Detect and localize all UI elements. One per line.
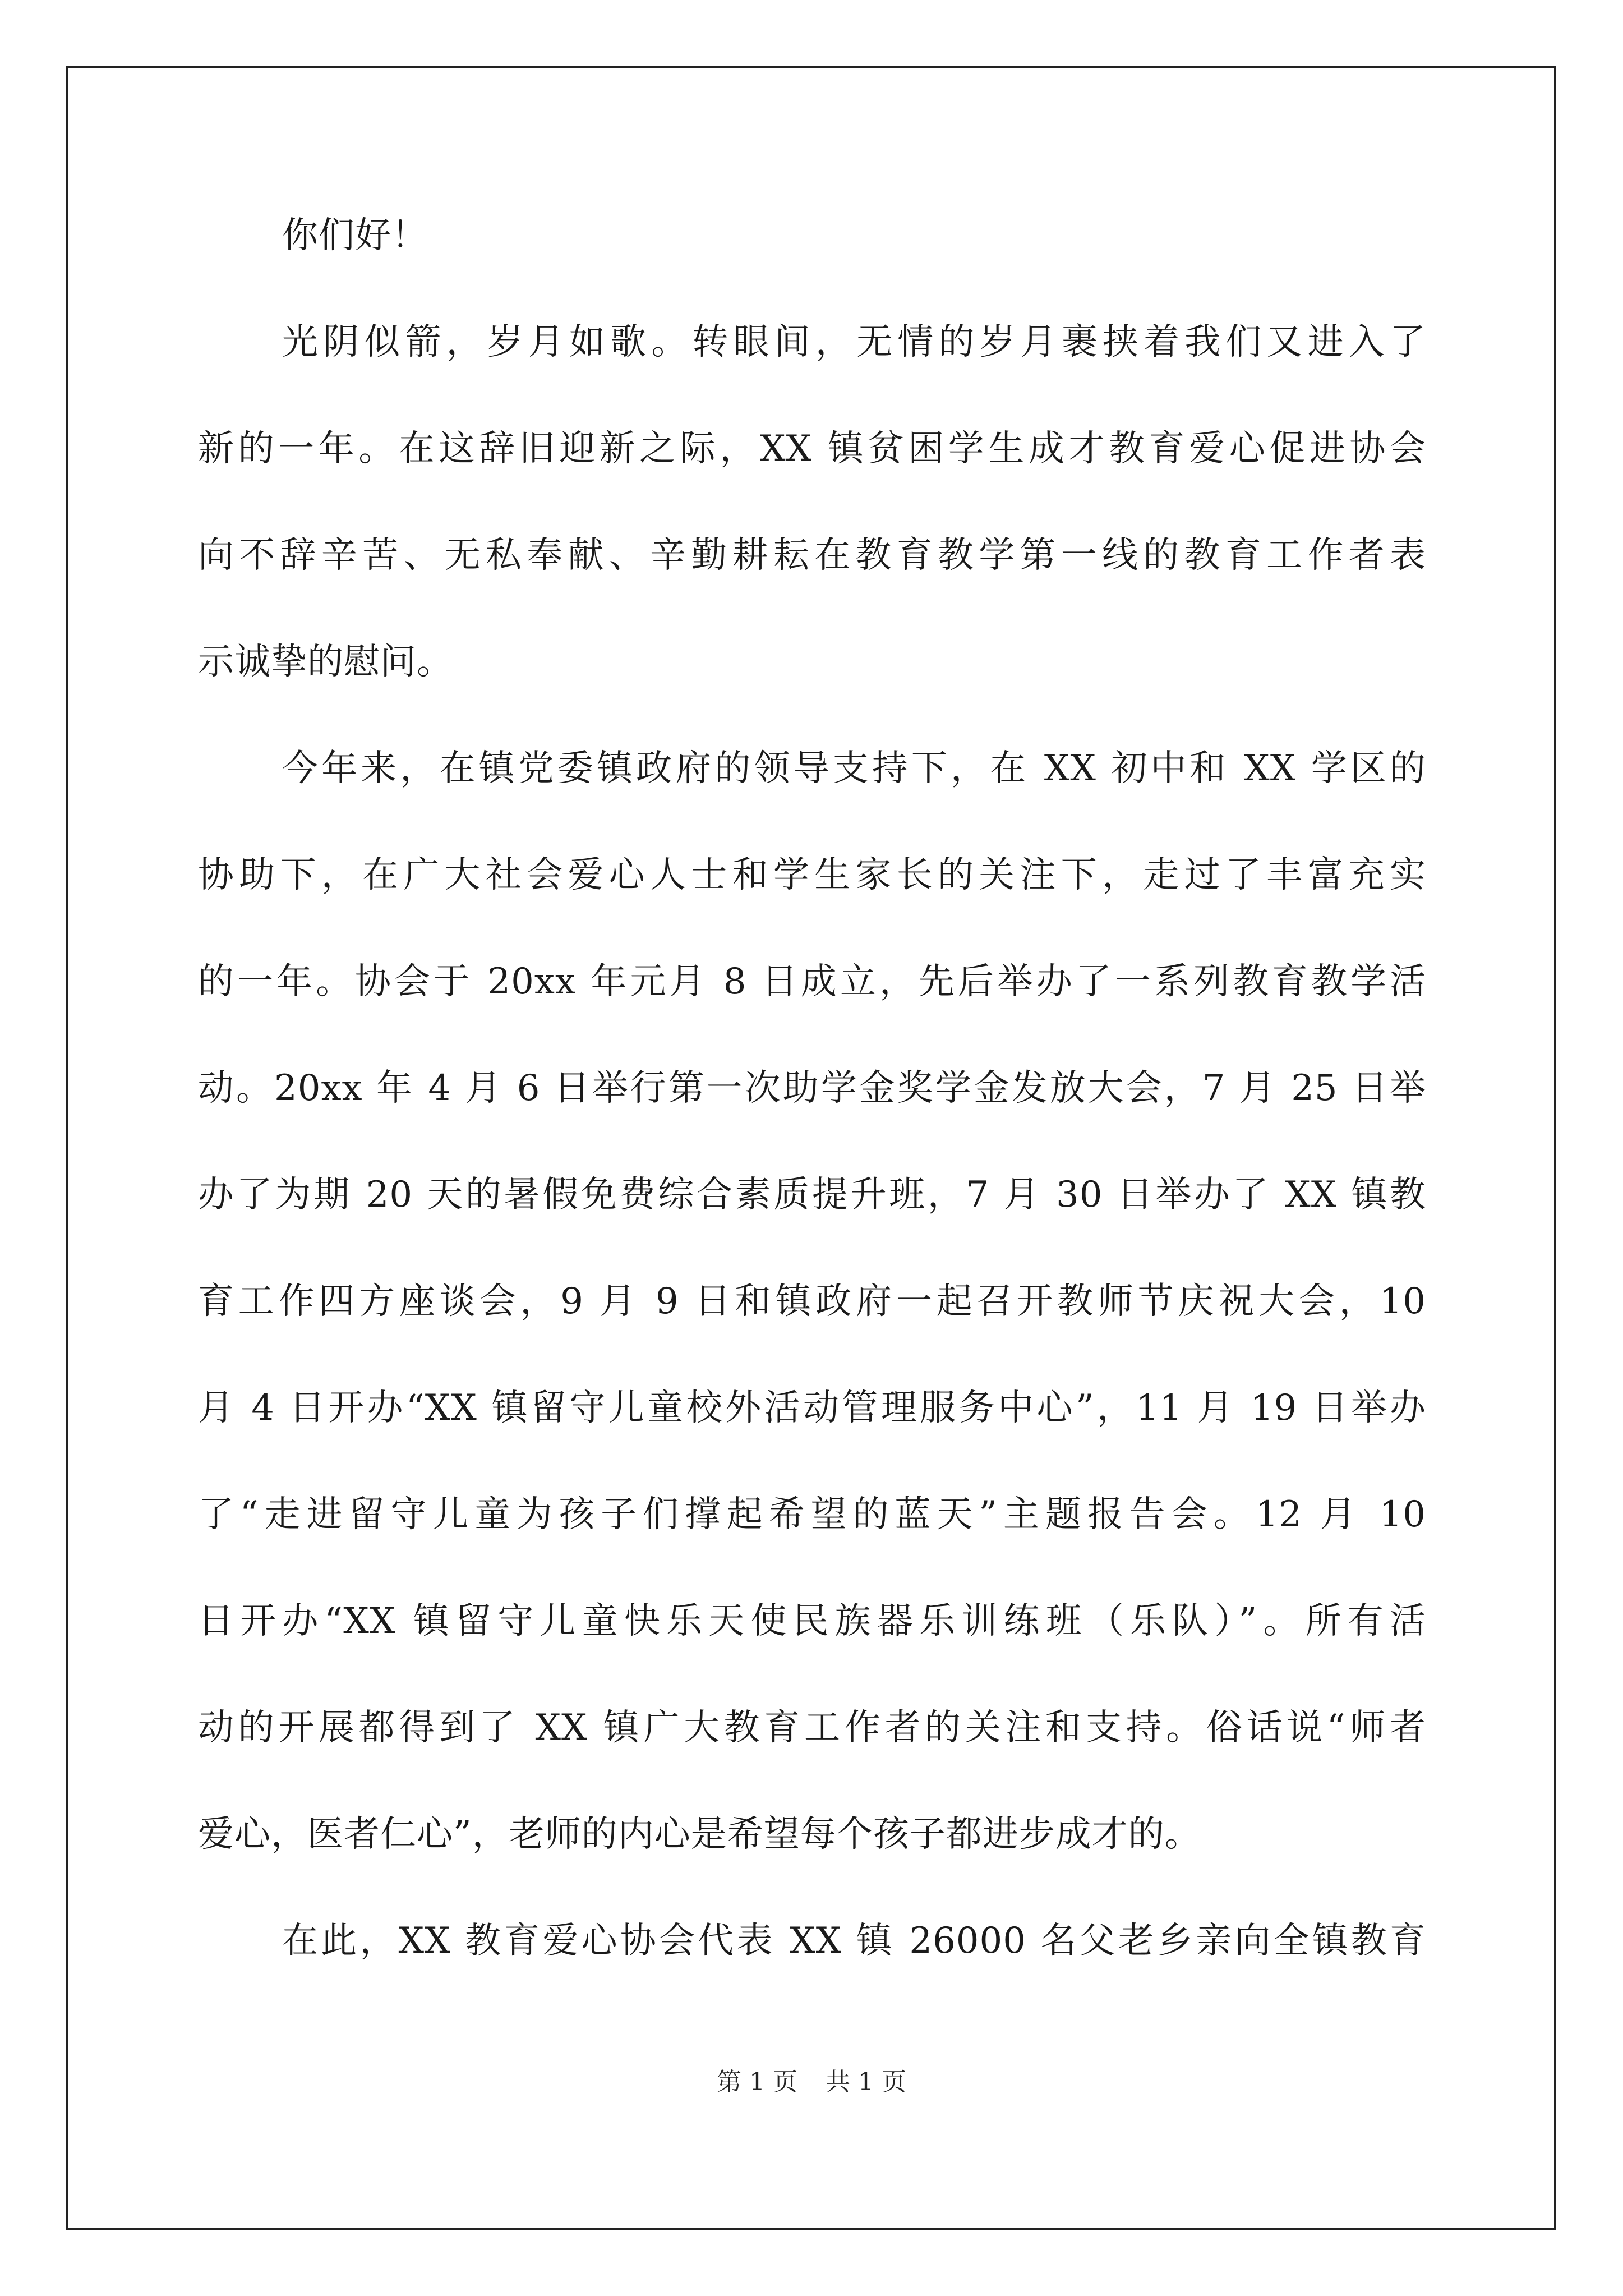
- paragraph-3-line-1: 在此，XX 教育爱心协会代表 XX 镇 26000 名父老乡亲向全镇教育: [282, 1920, 1426, 1962]
- paragraph-2-line-11: 爱心，医者仁心”，老师的内心是希望每个孩子都进步成才的。: [198, 1814, 1201, 1855]
- paragraph-2-line-9: 日开办“XX 镇留守儿童快乐天使民族器乐训练班（乐队）”。所有活: [198, 1600, 1426, 1642]
- page-border: [66, 66, 1556, 2230]
- paragraph-1-line-4: 示诚挚的慰问。: [198, 641, 453, 683]
- page-total: 共 1 页: [826, 2068, 906, 2096]
- paragraph-1-line-3: 向不辞辛苦、无私奉献、辛勤耕耘在教育教学第一线的教育工作者表: [198, 535, 1426, 576]
- paragraph-2-line-10: 动的开展都得到了 XX 镇广大教育工作者的关注和支持。俗话说“师者: [198, 1707, 1426, 1749]
- paragraph-2-line-4: 动。20xx 年 4 月 6 日举行第一次助学金奖学金发放大会，7 月 25 日举: [198, 1068, 1426, 1109]
- greeting-line: 你们好！: [282, 215, 428, 256]
- paragraph-2-line-8: 了“走进留守儿童为孩子们撑起希望的蓝天”主题报告会。12 月 10: [198, 1494, 1426, 1535]
- paragraph-2-line-3: 的一年。协会于 20xx 年元月 8 日成立，先后举办了一系列教育教学活: [198, 961, 1426, 1002]
- paragraph-2-line-5: 办了为期 20 天的暑假免费综合素质提升班，7 月 30 日举办了 XX 镇教: [198, 1174, 1426, 1216]
- paragraph-2-line-1: 今年来，在镇党委镇政府的领导支持下，在 XX 初中和 XX 学区的: [282, 748, 1426, 789]
- page-footer: [0, 2065, 1623, 2099]
- paragraph-1-line-1: 光阴似箭，岁月如歌。转眼间，无情的岁月裹挟着我们又进入了: [282, 321, 1426, 363]
- paragraph-2-line-6: 育工作四方座谈会，9 月 9 日和镇政府一起召开教师节庆祝大会，10: [198, 1281, 1426, 1322]
- paragraph-1-line-2: 新的一年。在这辞旧迎新之际，XX 镇贫困学生成才教育爱心促进协会: [198, 428, 1426, 470]
- paragraph-2-line-7: 月 4 日开办“XX 镇留守儿童校外活动管理服务中心”，11 月 19 日举办: [198, 1387, 1426, 1429]
- page-number: 第 1 页: [717, 2068, 797, 2096]
- paragraph-2-line-2: 协助下，在广大社会爱心人士和学生家长的关注下，走过了丰富充实: [198, 854, 1426, 896]
